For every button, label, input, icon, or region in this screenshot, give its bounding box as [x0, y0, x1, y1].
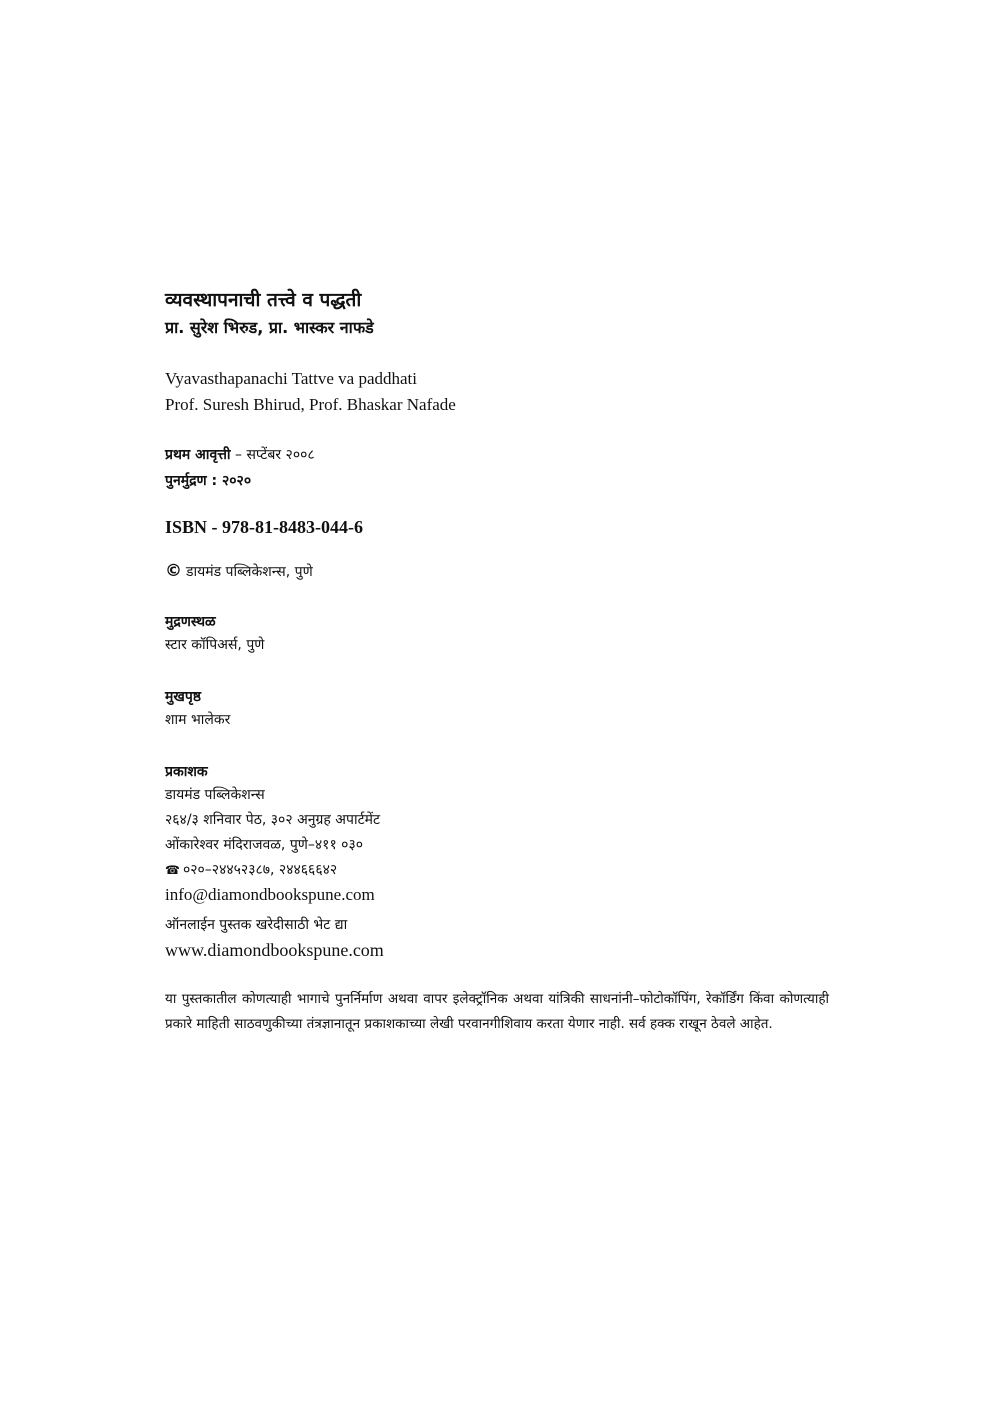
phone-icon: ☎: [165, 863, 180, 877]
rights-disclaimer: या पुस्तकातील कोणत्याही भागाचे पुनर्निर्माण अथवा वापर इलेक्ट्रॉनिक अथवा यांत्रिकी साधनांनी–फोटोकॉपिंग, रेकॉर्डिंग किंवा कोणत्याही प्रकारे माहिती साठवणुकीच्या तंत्रज्ञानातून प्रकाशकाच्या लेखी परवानगीशिवाय करता येणार नाही. सर्व हक्क राखून ठेवले आहेत.: [165, 991, 829, 1032]
publisher-address-line1: २६४/३ शनिवार पेठ, ३०२ अनुग्रह अपार्टमेंट: [165, 812, 381, 828]
publisher-website-link[interactable]: www.diamondbookspune.com: [165, 940, 384, 960]
copyright-holder: डायमंड पब्लिकेशन्स, पुणे: [186, 564, 313, 580]
book-authors-english: Prof. Suresh Bhirud, Prof. Bhaskar Nafade: [165, 395, 456, 414]
book-title-marathi: व्यवस्थापनाची तत्त्वे व पद्धती: [165, 289, 362, 311]
book-authors-marathi: प्रा. सुरेश भिरुड, प्रा. भास्कर नाफडे: [165, 318, 374, 337]
printing-section: [165, 611, 845, 658]
publisher-phone: ०२०–२४४५२३८७, २४४६६६४२: [182, 862, 338, 878]
printing-heading: मुद्रणस्थळ: [165, 614, 216, 630]
publisher-heading: प्रकाशक: [165, 764, 208, 780]
copyright-line: [165, 560, 845, 583]
online-purchase-text: ऑनलाईन पुस्तक खरेदीसाठी भेट द्या: [165, 917, 348, 933]
publisher-section: [165, 761, 845, 963]
publisher-address-line2: ओंकारेश्वर मंदिराजवळ, पुणे–४११ ०३०: [165, 837, 364, 853]
book-title-english: Vyavasthapanachi Tattve va paddhati: [165, 369, 417, 388]
english-title-block: [165, 366, 845, 418]
cover-artist: शाम भालेकर: [165, 712, 231, 728]
publisher-name: डायमंड पब्लिकेशन्स: [165, 787, 265, 803]
cover-section: [165, 686, 845, 733]
publisher-email[interactable]: info@diamondbookspune.com: [165, 885, 375, 904]
publisher-phone-line: [165, 858, 845, 883]
first-edition-label: प्रथम आवृत्ती: [165, 447, 231, 463]
copyright-icon: ©: [165, 561, 182, 581]
cover-heading: मुखपृष्ठ: [165, 689, 202, 705]
imprint-page: [165, 286, 845, 1037]
reprint-line: [165, 468, 845, 494]
first-edition-date: – सप्टेंबर २००८: [230, 447, 315, 463]
reprint-label: पुनर्मुद्रण : २०२०: [165, 473, 252, 489]
edition-block: [165, 442, 845, 494]
printer-name: स्टार कॉपिअर्स, पुणे: [165, 637, 265, 653]
first-edition-line: [165, 442, 845, 468]
isbn: ISBN - 978-81-8483-044-6: [165, 517, 363, 537]
